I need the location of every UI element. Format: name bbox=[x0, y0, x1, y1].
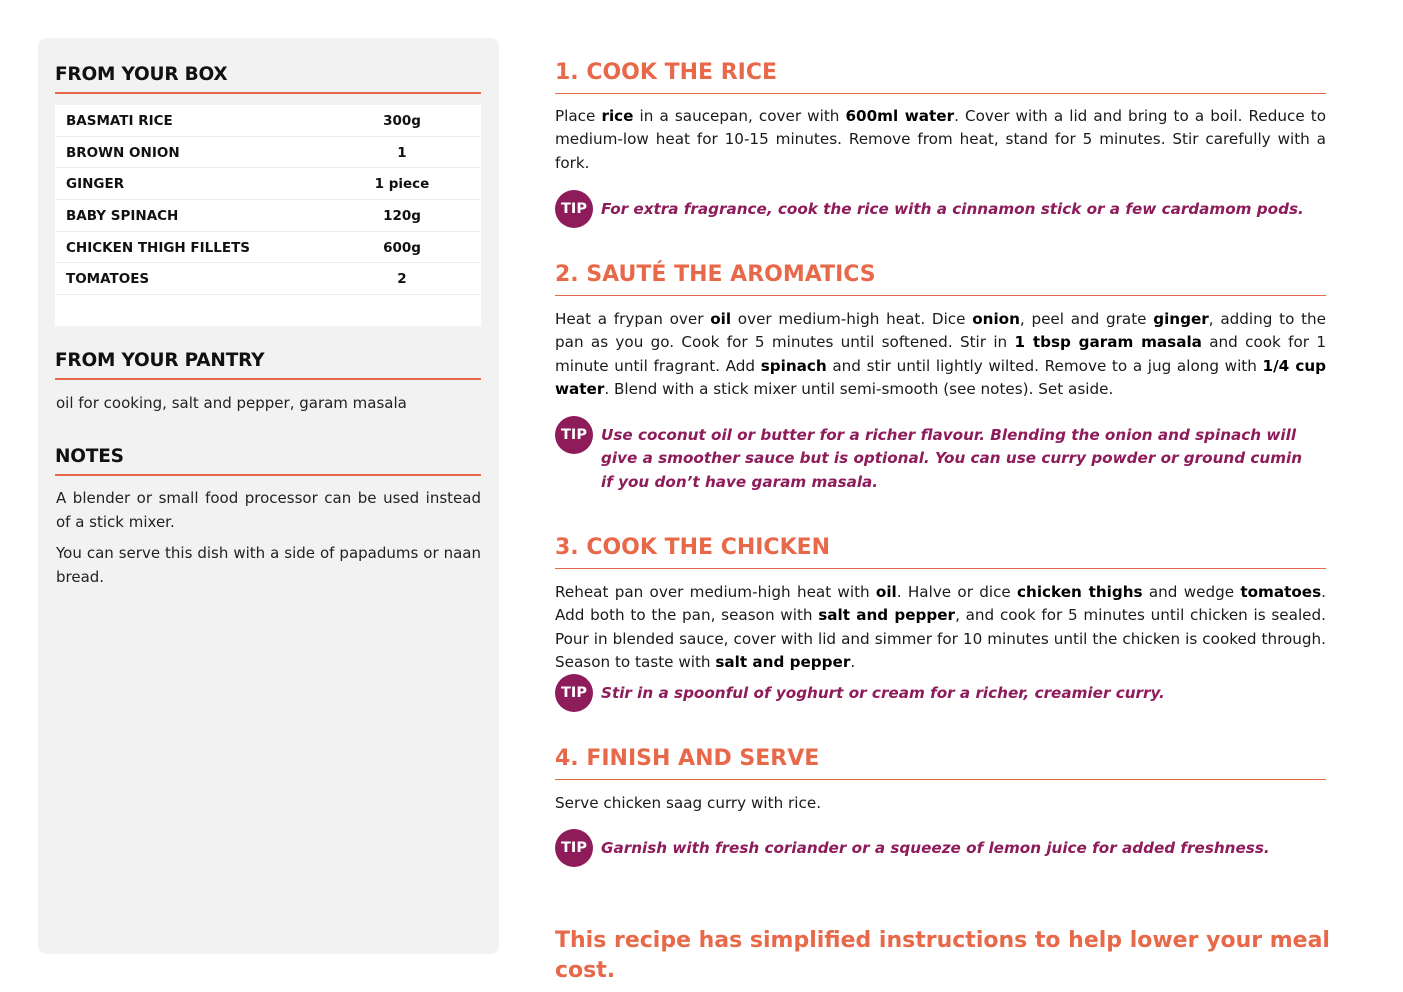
table-row bbox=[55, 232, 481, 264]
table-row bbox=[55, 137, 481, 169]
step-2-title: 2. SAUTÉ THE AROMATICS bbox=[555, 261, 1326, 296]
ingredient-qty: 1 piece bbox=[374, 176, 430, 193]
ingredient-qty: 300g bbox=[383, 113, 421, 129]
tip-text: For extra fragrance, cook the rice with a cinnamon stick or a few cardamom pods. bbox=[601, 200, 1304, 218]
ingredient-qty: 1 bbox=[397, 144, 407, 161]
ingredient-name: CHICKEN THIGH FILLETS bbox=[66, 239, 251, 256]
box-heading: FROM YOUR BOX bbox=[55, 63, 481, 94]
pantry-text: oil for cooking, salt and pepper, garam masala bbox=[56, 394, 407, 412]
box-ingredients-table bbox=[55, 105, 481, 326]
ingredient-qty: 2 bbox=[397, 271, 407, 288]
ingredient-qty: 600g bbox=[383, 239, 421, 256]
tip-text: Use coconut oil or butter for a richer flavour. Blending the onion and spinach will give a smoother sauce but is optional. You can use curry powder or ground cumin if you don’t have garam masala. bbox=[601, 426, 1303, 491]
ingredient-name: BABY SPINACH bbox=[66, 208, 179, 225]
ingredient-name: GINGER bbox=[66, 176, 125, 193]
table-row bbox=[55, 105, 481, 137]
step-1-title: 1. COOK THE RICE bbox=[555, 59, 1326, 94]
footer-note: This recipe has simplified instructions to help lower your meal cost. bbox=[555, 928, 1330, 983]
step-4-title: 4. FINISH AND SERVE bbox=[555, 745, 1326, 780]
note-text: You can serve this dish with a side of papadums or naan bread. bbox=[56, 544, 481, 586]
table-row bbox=[55, 200, 481, 232]
ingredient-name: BROWN ONION bbox=[66, 144, 180, 161]
tip-text: Stir in a spoonful of yoghurt or cream for a richer, creamier curry. bbox=[601, 684, 1165, 702]
tip-badge: TIP bbox=[555, 829, 593, 867]
step-3-body: Reheat pan over medium-high heat with oil. Halve or dice chicken thighs and wedge tomatoes. Add both to the pan, season with salt and pepper, and cook for 5 minutes until chicken is sealed. Pour in blended sauce, cover with lid and simmer for 10 minutes until the chicken is cooked through. Season to taste with salt and pepper. bbox=[555, 583, 1326, 671]
table-row bbox=[55, 168, 481, 200]
step-3-title: 3. COOK THE CHICKEN bbox=[555, 534, 1326, 569]
step-2-body: Heat a frypan over oil over medium-high heat. Dice onion, peel and grate ginger, adding to the pan as you go. Cook for 5 minutes until softened. Stir in 1 tbsp garam masala and cook for 1 minute until fragrant. Add spinach and stir until lightly wilted. Remove to a jug along with 1/4 cup water. Blend with a stick mixer until semi-smooth (see notes). Set aside. bbox=[555, 310, 1327, 398]
ingredient-name: TOMATOES bbox=[66, 271, 150, 288]
ingredient-qty: 120g bbox=[383, 208, 421, 225]
step-1-body: Place rice in a saucepan, cover with 600ml water. Cover with a lid and bring to a boil. Reduce to medium-low heat for 10-15 minutes. Remove from heat, stand for 5 minutes. Stir carefully with a fork. bbox=[555, 107, 1326, 172]
tip-badge: TIP bbox=[555, 190, 593, 228]
notes-heading: NOTES bbox=[55, 445, 481, 476]
table-row bbox=[55, 263, 481, 295]
tip-badge: TIP bbox=[555, 416, 593, 454]
note-text: A blender or small food processor can be used instead of a stick mixer. bbox=[56, 489, 481, 531]
step-4-body: Serve chicken saag curry with rice. bbox=[555, 794, 822, 812]
ingredients-panel bbox=[38, 38, 499, 954]
tip-badge: TIP bbox=[555, 674, 593, 712]
tip-text: Garnish with fresh coriander or a squeeze of lemon juice for added freshness. bbox=[601, 839, 1270, 857]
ingredient-name: BASMATI RICE bbox=[66, 113, 173, 129]
pantry-heading: FROM YOUR PANTRY bbox=[55, 349, 481, 380]
